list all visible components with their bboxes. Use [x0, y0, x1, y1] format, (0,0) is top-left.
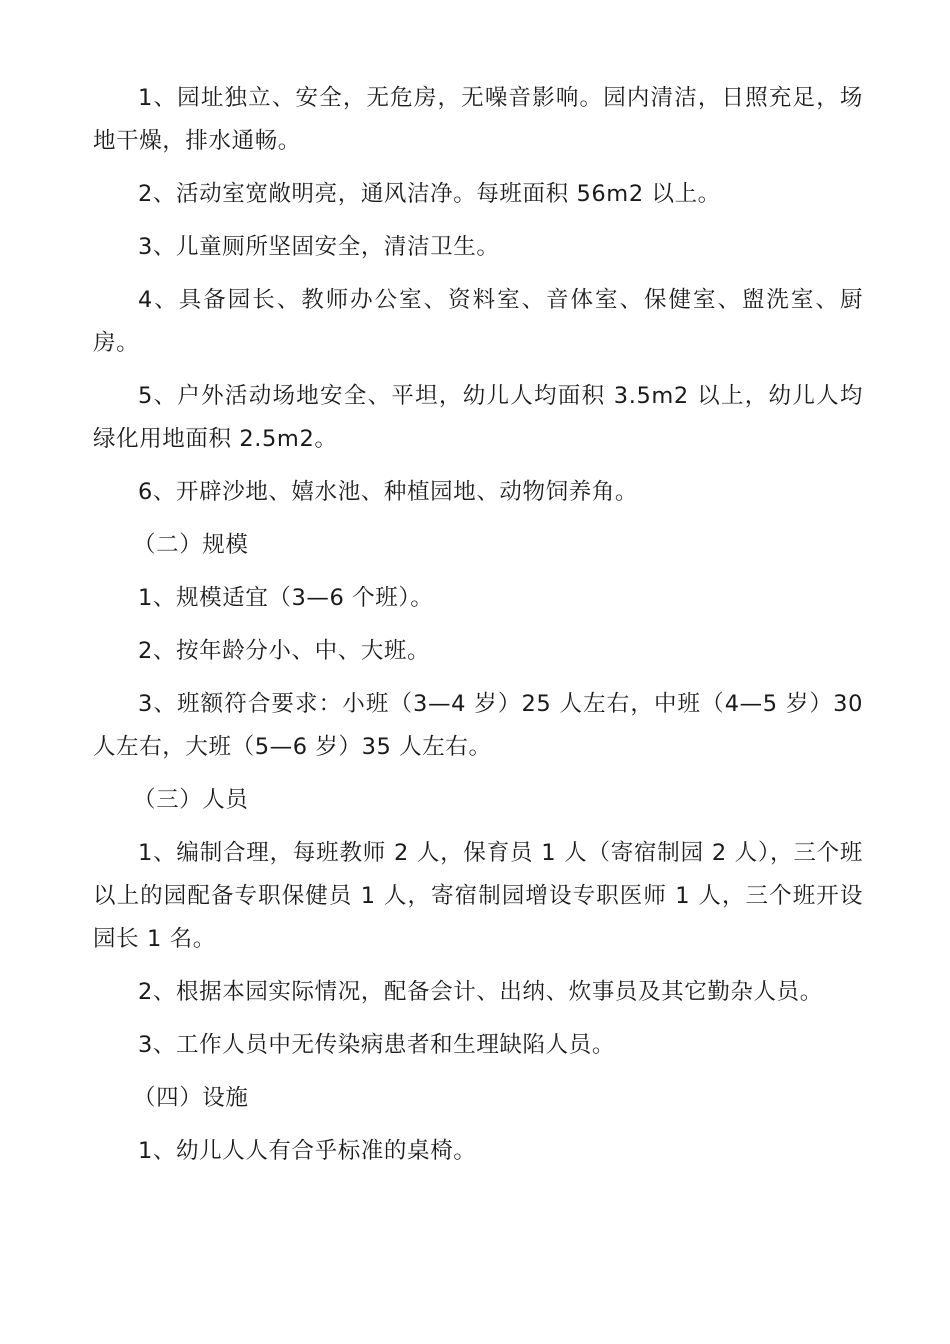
paragraph-facilities-1: 1、幼儿人人有合乎标准的桌椅。: [138, 1138, 477, 1164]
paragraph-site-4: 4、具备园长、教师办公室、资料室、音体室、保健室、盥洗室、厨房。: [93, 287, 863, 356]
paragraph-scale-3: 3、班额符合要求：小班（3—4 岁）25 人左右，中班（4—5 岁）30 人左右，大班（5—6 岁）35 人左右。: [93, 691, 863, 760]
paragraph-scale-2: 2、按年龄分小、中、大班。: [138, 638, 431, 664]
paragraph-site-1: 1、园址独立、安全，无危房，无噪音影响。园内清洁，日照充足，场地干燥，排水通畅。: [93, 85, 863, 154]
paragraph-site-5: 5、户外活动场地安全、平坦，幼儿人均面积 3.5m2 以上，幼儿人均绿化用地面积 2.5m2。: [93, 383, 863, 452]
section-heading-staff: （三）人员: [133, 787, 249, 813]
paragraph-site-3: 3、儿童厕所坚固安全，清洁卫生。: [138, 234, 500, 260]
paragraph-staff-2: 2、根据本园实际情况，配备会计、出纳、炊事员及其它勤杂人员。: [138, 979, 823, 1005]
document-body: [93, 77, 863, 1183]
section-heading-scale: （二）规模: [133, 532, 249, 558]
paragraph-site-6: 6、开辟沙地、嬉水池、种植园地、动物饲养角。: [138, 479, 639, 505]
paragraph-staff-1: 1、编制合理，每班教师 2 人，保育员 1 人（寄宿制园 2 人），三个班以上的园配备专职保健员 1 人，寄宿制园增设专职医师 1 人，三个班开设园长 1 名。: [93, 840, 863, 952]
section-heading-facilities: （四）设施: [133, 1085, 249, 1111]
paragraph-site-2: 2、活动室宽敞明亮，通风洁净。每班面积 56m2 以上。: [138, 181, 721, 207]
paragraph-staff-3: 3、工作人员中无传染病患者和生理缺陷人员。: [138, 1032, 615, 1058]
paragraph-scale-1: 1、规模适宜（3—6 个班）。: [138, 585, 434, 611]
